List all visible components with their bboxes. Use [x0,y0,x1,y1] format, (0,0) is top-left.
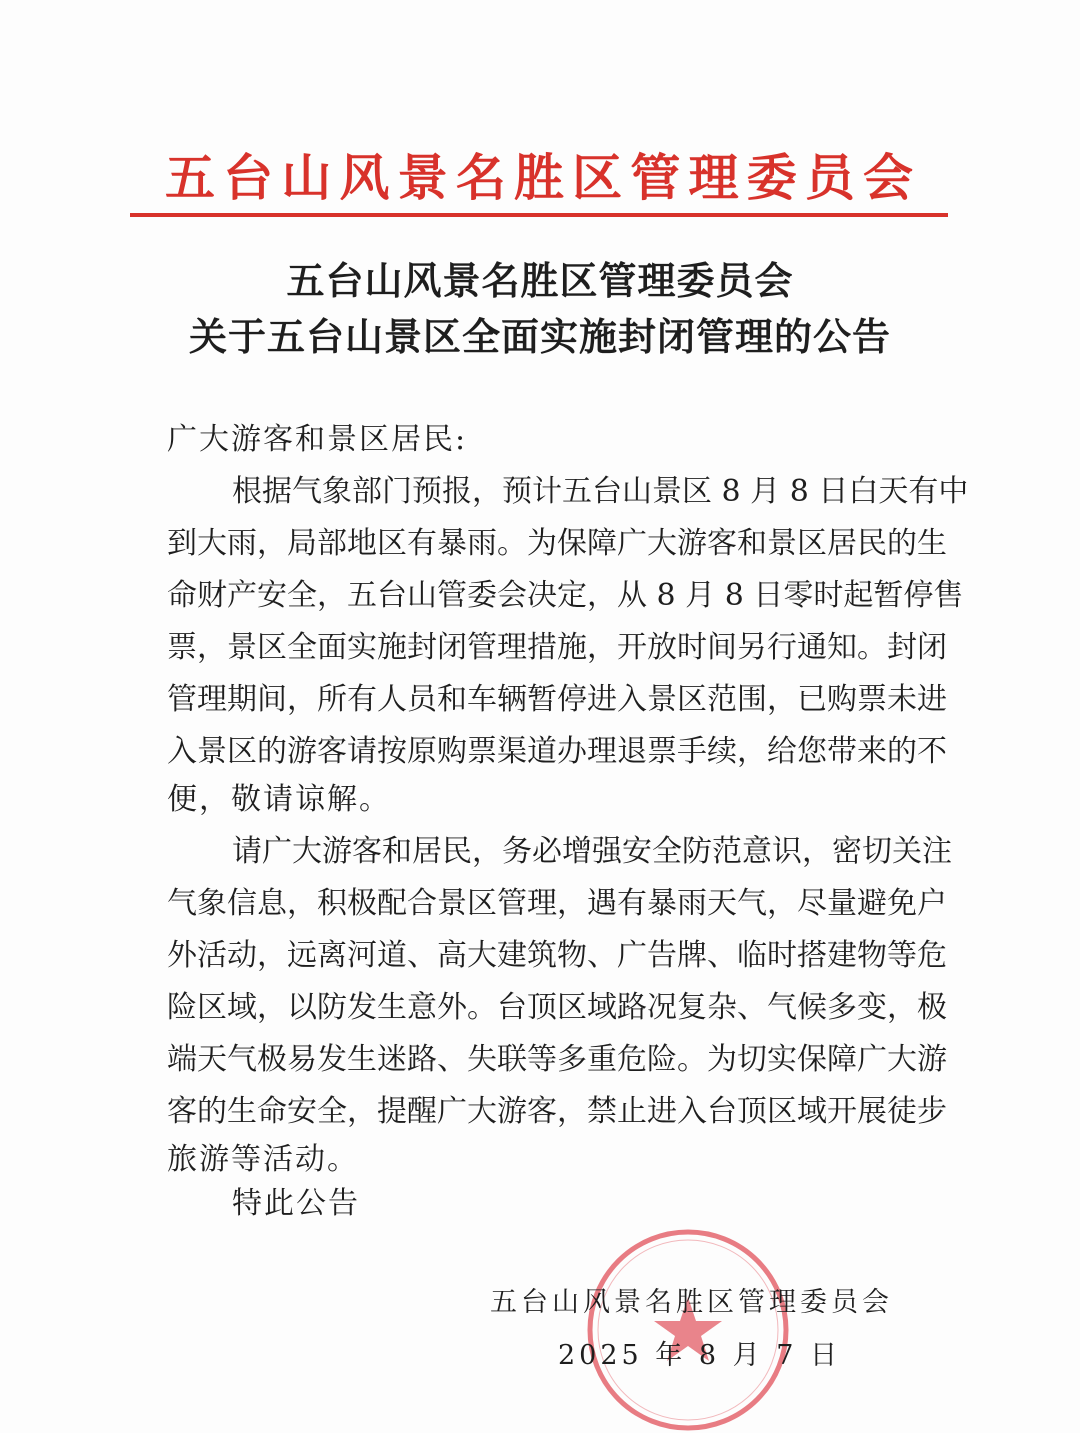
letterhead-rule [130,213,948,217]
date: 2025 年 8 月 7 日 [558,1340,841,1371]
body-line: 请广大游客和居民，务必增强安全防范意识，密切关注 [232,834,952,869]
closing: 特此公告 [232,1186,360,1221]
body-line: 命财产安全，五台山管委会决定，从 8 月 8 日零时起暂停售 [167,578,964,613]
body-line: 管理期间，所有人员和车辆暂停进入景区范围，已购票未进 [167,682,947,717]
body-line: 客的生命安全，提醒广大游客，禁止进入台顶区域开展徒步 [167,1094,947,1129]
body-line: 根据气象部门预报，预计五台山景区 8 月 8 日白天有中 [232,474,969,509]
body-line: 气象信息，积极配合景区管理，遇有暴雨天气，尽量避免户 [167,886,947,921]
body-line: 便，敬请谅解。 [167,782,391,817]
title-line-2: 关于五台山景区全面实施封闭管理的公告 [188,315,891,359]
salutation: 广大游客和景区居民: [167,422,468,457]
body-line: 旅游等活动。 [167,1142,359,1177]
title-line-1: 五台山风景名胜区管理委员会 [286,259,794,303]
body-line: 入景区的游客请按原购票渠道办理退票手续，给您带来的不 [167,734,947,769]
official-seal [585,1227,791,1433]
body-line: 票，景区全面实施封闭管理措施，开放时间另行通知。封闭 [167,630,947,665]
body-line: 端天气极易发生迷路、失联等多重危险。为切实保障广大游 [167,1042,947,1077]
body-line: 外活动，远离河道、高大建筑物、广告牌、临时搭建物等危 [167,938,947,973]
letterhead: 五台山风景名胜区管理委员会 [165,149,913,207]
signature: 五台山风景名胜区管理委员会 [490,1287,893,1318]
body-line: 到大雨，局部地区有暴雨。为保障广大游客和景区居民的生 [167,526,947,561]
body-line: 险区域，以防发生意外。台顶区域路况复杂、气候多变，极 [167,990,947,1025]
